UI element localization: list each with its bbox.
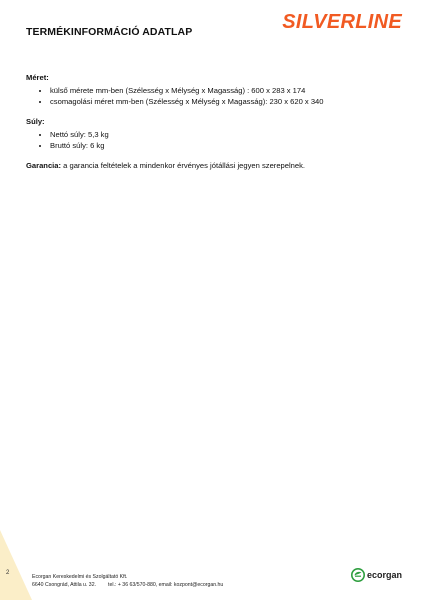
list-item: • csomagolási méret mm-ben (Szélesség x Mélység x Magasság): 230 x 620 x 340 bbox=[50, 96, 406, 107]
list-item: • Bruttó súly: 6 kg bbox=[50, 140, 406, 151]
weight-section-title: Súly: bbox=[26, 117, 45, 126]
footer-company-info bbox=[32, 573, 235, 589]
page-corner-decoration bbox=[0, 530, 32, 600]
guarantee-text: a garancia feltételek a mindenkor érvényes jótállási jegyen szerepelnek. bbox=[61, 161, 306, 170]
page-title: TERMÉKINFORMÁCIÓ ADATLAP bbox=[26, 26, 193, 38]
footer-company: Ecorgan Kereskedelmi és Szolgáltató Kft. bbox=[32, 574, 128, 580]
footer-address: 6640 Csongrád, Attila u. 32. bbox=[32, 582, 97, 588]
guarantee-label: Garancia: bbox=[26, 161, 62, 170]
list-item: • külső mérete mm-ben (Szélesség x Mélység x Magasság) : 600 x 283 x 174 bbox=[50, 85, 406, 96]
ecorgan-logo bbox=[351, 568, 402, 582]
ecorgan-leaf-icon bbox=[351, 568, 365, 582]
size-list bbox=[26, 85, 406, 107]
brand-logo: SILVERLINE bbox=[282, 11, 402, 33]
weight-list bbox=[26, 129, 406, 151]
guarantee-paragraph bbox=[26, 160, 406, 171]
ecorgan-logo-text: ecorgan bbox=[366, 570, 402, 580]
document-body bbox=[26, 72, 406, 171]
list-item: • Nettó súly: 5,3 kg bbox=[50, 129, 406, 140]
page-number: 2 bbox=[6, 570, 10, 576]
size-section-title: Méret: bbox=[26, 73, 49, 82]
footer-contact: tel.: + 36 63/570-880, email: kozpont@ecorgan.hu bbox=[108, 582, 224, 588]
